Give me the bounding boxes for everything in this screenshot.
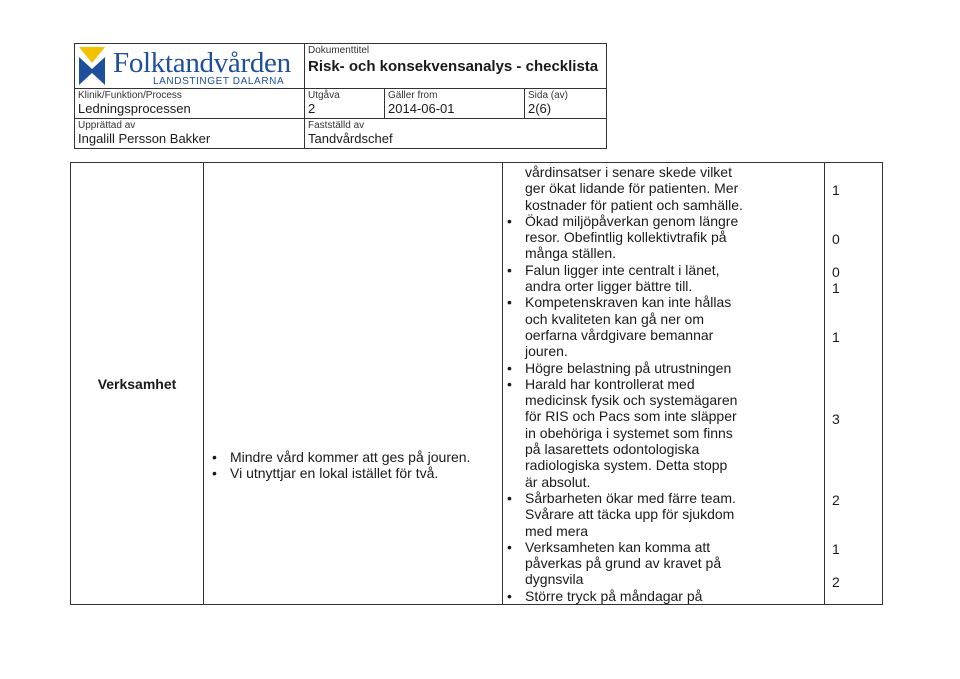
score-value: 0 <box>832 263 840 280</box>
risk-line: påverkas på grund av kravet på <box>525 555 722 572</box>
risk-line: med mera <box>525 522 589 539</box>
galler-label: Gäller from <box>388 90 438 101</box>
risk-line: och kvaliteten kan gå ner om <box>525 310 704 327</box>
risk-item <box>505 490 824 539</box>
faststalld-cell <box>305 119 607 149</box>
upprattad-value: Ingalill Persson Bakker <box>78 131 211 146</box>
risk-line: jouren. <box>525 343 568 360</box>
risk-line: in obehöriga i systemet som finns <box>525 424 733 441</box>
risk-line: resor. Obefintlig kollektivtrafik på <box>525 229 727 246</box>
change-item: • Vi utnyttjar en lokal istället för två. <box>210 465 502 481</box>
risk-line: radiologiska system. Detta stopp <box>525 457 728 474</box>
score-value: 2 <box>832 573 840 590</box>
score-value: 1 <box>832 280 840 297</box>
klinik-cell <box>75 89 305 119</box>
utgava-value: 2 <box>308 101 316 116</box>
klinik-label: Klinik/Funktion/Process <box>78 90 182 101</box>
logo-subtitle: LANDSTINGET DALARNA <box>153 76 285 87</box>
scores-cell <box>825 163 883 605</box>
risk-line: vårdinsatser i senare skede vilket <box>525 164 732 180</box>
risk-line: • Falun ligger inte centralt i länet, <box>525 261 720 278</box>
risk-line: • Kompetenskraven kan inte hållas <box>525 294 732 311</box>
risks-cell <box>503 163 825 605</box>
risk-line: ger ökat lidande för patienten. Mer <box>525 180 739 197</box>
risk-item <box>505 294 824 359</box>
faststalld-value: Tandvårdschef <box>308 131 393 146</box>
category-cell: Verksamhet <box>71 163 204 605</box>
score-value: 2 <box>832 492 840 508</box>
risk-item <box>505 539 824 588</box>
risk-line: • Verksamheten kan komma att <box>525 538 711 555</box>
utgava-label: Utgåva <box>308 90 340 101</box>
doc-title-label: Dokumenttitel <box>308 45 370 56</box>
risk-line: • Ökad miljöpåverkan genom längre <box>525 212 739 229</box>
utgava-cell <box>305 89 385 119</box>
risk-item <box>505 360 824 376</box>
risk-line: • Större tryck på måndagar på <box>525 587 703 604</box>
galler-cell <box>385 89 525 119</box>
risk-line: är absolut. <box>525 473 591 490</box>
change-item: • Mindre vård kommer att ges på jouren. <box>210 449 502 465</box>
risk-item <box>505 588 824 604</box>
klinik-value: Ledningsprocessen <box>78 101 191 116</box>
risk-line: • Sårbarheten ökar med färre team. <box>525 489 736 506</box>
sida-label: Sida (av) <box>528 90 569 101</box>
risks-list <box>503 164 824 604</box>
faststalld-label: Fastställd av <box>308 120 365 131</box>
score-value: 0 <box>832 231 840 248</box>
risk-line: på lasarettets odontologiska <box>525 441 700 458</box>
risk-line: kostnader för patient och samhälle. <box>525 196 743 213</box>
doc-title-cell <box>305 44 607 89</box>
risk-line: många ställen. <box>525 245 617 262</box>
sida-cell <box>525 89 607 119</box>
risk-item <box>505 376 824 490</box>
document-header <box>74 43 607 149</box>
risk-line: • Harald har kontrollerat med <box>525 375 695 392</box>
doc-title: Risk- och konsekvensanalys - checklista <box>308 58 599 75</box>
score-value: 1 <box>832 540 840 557</box>
score-value: 1 <box>832 182 840 199</box>
score-value: 3 <box>832 410 840 427</box>
changes-cell <box>204 163 503 605</box>
risk-line: medicinsk fysik och systemägaren <box>525 392 738 409</box>
risk-line: dygnsvila <box>525 571 584 588</box>
upprattad-cell <box>75 119 305 149</box>
risk-line: oerfarna vårdgivare bemannar <box>525 326 714 343</box>
folktandvarden-logo-icon <box>79 47 105 85</box>
analysis-table <box>70 162 883 605</box>
sida-value: 2(6) <box>528 101 552 116</box>
galler-value: 2014-06-01 <box>388 101 455 116</box>
logo-name: Folktandvården <box>113 47 291 79</box>
risk-line: andra orter ligger bättre till. <box>525 278 693 295</box>
changes-list <box>204 163 502 482</box>
risk-item <box>505 262 824 295</box>
risk-line: • Högre belastning på utrustningen <box>525 359 732 376</box>
upprattad-label: Upprättad av <box>78 120 136 131</box>
score-value: 1 <box>832 329 840 345</box>
risk-item <box>505 164 824 213</box>
risk-line: Svårare att täcka upp för sjukdom <box>525 506 735 523</box>
risk-item <box>505 213 824 262</box>
logo <box>75 44 305 89</box>
risk-line: för RIS och Pacs som inte släpper <box>525 408 737 425</box>
